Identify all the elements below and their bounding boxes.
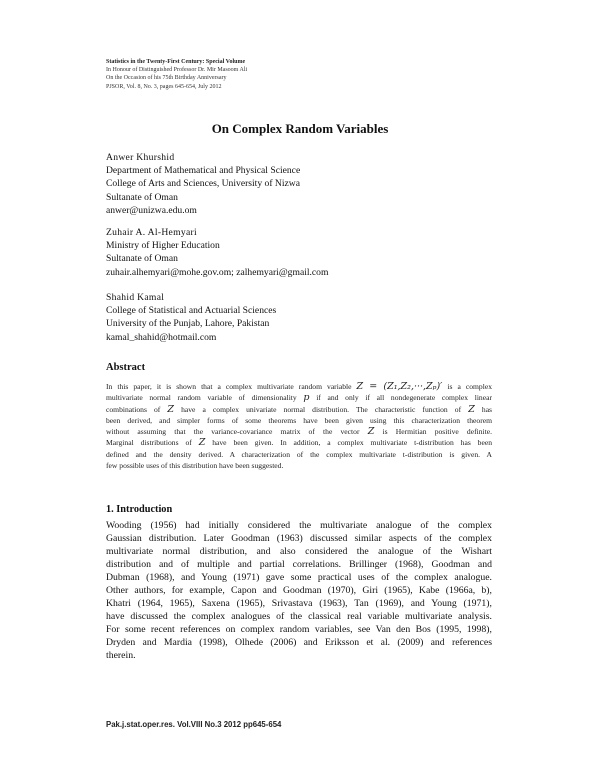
math-expression: Z = (Z₁,Z₂,···,Zₚ)′: [356, 381, 443, 392]
author-block: [106, 226, 328, 279]
paragraph-line: Other authors, for example, Capon and Goodman (1970), Giri (1965), Kabe (1966a, b),: [106, 585, 492, 596]
volume-header: [106, 58, 247, 91]
paragraph-line: multivariate normal distribution, and also considered the analogue of the Wishart: [106, 546, 492, 557]
math-symbol: p: [303, 392, 310, 404]
paragraph-line: Gaussian distribution. Later Goodman (1963) discussed similar aspects of the complex: [106, 533, 492, 544]
author-email: kamal_shahid@hotmail.com: [106, 331, 217, 343]
author-affiliation: College of Statistical and Actuarial Sciences: [106, 305, 277, 317]
abstract-line: multivariate normal random variable of dimensionality p if and only if all nondegenerate complex linear: [106, 392, 492, 404]
author-affiliation: Department of Mathematical and Physical Science: [106, 165, 301, 177]
section-heading: 1. Introduction: [106, 504, 173, 515]
abstract-heading: Abstract: [106, 362, 146, 373]
paragraph-line: Dubman (1968), and Young (1971) gave some practical uses of the complex analogue.: [106, 572, 492, 583]
author-affiliation: Sultanate of Oman: [106, 191, 178, 203]
abstract-line: combinations of Z have a complex univariate normal distribution. The characteristic function of Z has: [106, 403, 493, 415]
paragraph-line: Dryden and Mardia (1998), Olhede (2006) and Eriksson et al. (2009) and references: [106, 637, 492, 648]
paragraph-line: have discussed the complex analogues of the classical real variable multivariate analysis.: [106, 611, 492, 622]
math-symbol: Z: [367, 426, 375, 438]
abstract-line: In this paper, it is shown that a complex multivariate random variable Z = (Z₁,Z₂,···,Zₚ)′ is a complex: [106, 381, 493, 392]
math-symbol: Z: [468, 403, 475, 415]
paragraph-line: Wooding (1956) had initially considered the multivariate analogue of the complex: [106, 520, 492, 531]
math-symbol: Z: [167, 403, 174, 415]
paragraph-line: Khatri (1964, 1965), Saxena (1965), Srivastava (1963), Tan (1969), and Young (1971),: [106, 598, 492, 609]
header-line: On the Occasion of his 75th Birthday Anniversary: [106, 75, 227, 82]
abstract-line: defined and the density derived. A characterization of the complex multivariate t-distribution is given. A: [106, 449, 492, 459]
author-affiliation: College of Arts and Sciences, University of Nizwa: [106, 178, 300, 190]
author-name: Zuhair A. Al-Hemyari: [106, 227, 197, 238]
math-symbol: Z: [198, 437, 206, 449]
author-name: Anwer Khurshid: [106, 152, 175, 163]
abstract-line: been derived, and simpler forms of some theorems have been given using this characterization theorem: [106, 415, 492, 425]
paragraph-line: For some recent references on complex random variables, see Van den Bos (1995, 1998),: [106, 624, 492, 635]
abstract-line: Marginal distributions of Z have been given. In addition, a complex multivariate t-distribution has been: [106, 437, 493, 449]
abstract-line: without assuming that the variance-covariance matrix of the vector Z is Hermitian positive definite.: [106, 426, 493, 438]
introduction-text: [106, 519, 492, 662]
header-line: In Honour of Distinguished Professor Dr. Mir Masoom Ali: [106, 67, 248, 74]
abstract-text: [106, 381, 492, 471]
paragraph-line: distribution and of multiple and partial correlations. Brillinger (1968), Goodman and: [106, 559, 492, 570]
author-block: [106, 291, 276, 344]
author-block: [106, 151, 300, 217]
abstract-line: few possible uses of this distribution have been suggested.: [106, 461, 284, 471]
author-affiliation: Sultanate of Oman: [106, 253, 178, 265]
paper-title: On Complex Random Variables: [211, 121, 389, 136]
author-email: zuhair.alhemyari@mohe.gov.om; zalhemyari@gmail.com: [106, 266, 329, 278]
paragraph-line: therein.: [106, 650, 136, 661]
author-affiliation: University of the Punjab, Lahore, Pakistan: [106, 318, 270, 330]
author-affiliation: Ministry of Higher Education: [106, 240, 220, 252]
journal-footer: Pak.j.stat.oper.res. Vol.VIII No.3 2012 pp645-654: [106, 720, 282, 729]
author-name: Shahid Kamal: [106, 292, 165, 303]
header-line: PJSOR, Vol. 8, No. 3, pages 645-654, July 2012: [106, 83, 222, 90]
author-email: anwer@unizwa.edu.om: [106, 204, 197, 216]
header-line: Statistics in the Twenty-First Century: Special Volume: [106, 59, 246, 65]
